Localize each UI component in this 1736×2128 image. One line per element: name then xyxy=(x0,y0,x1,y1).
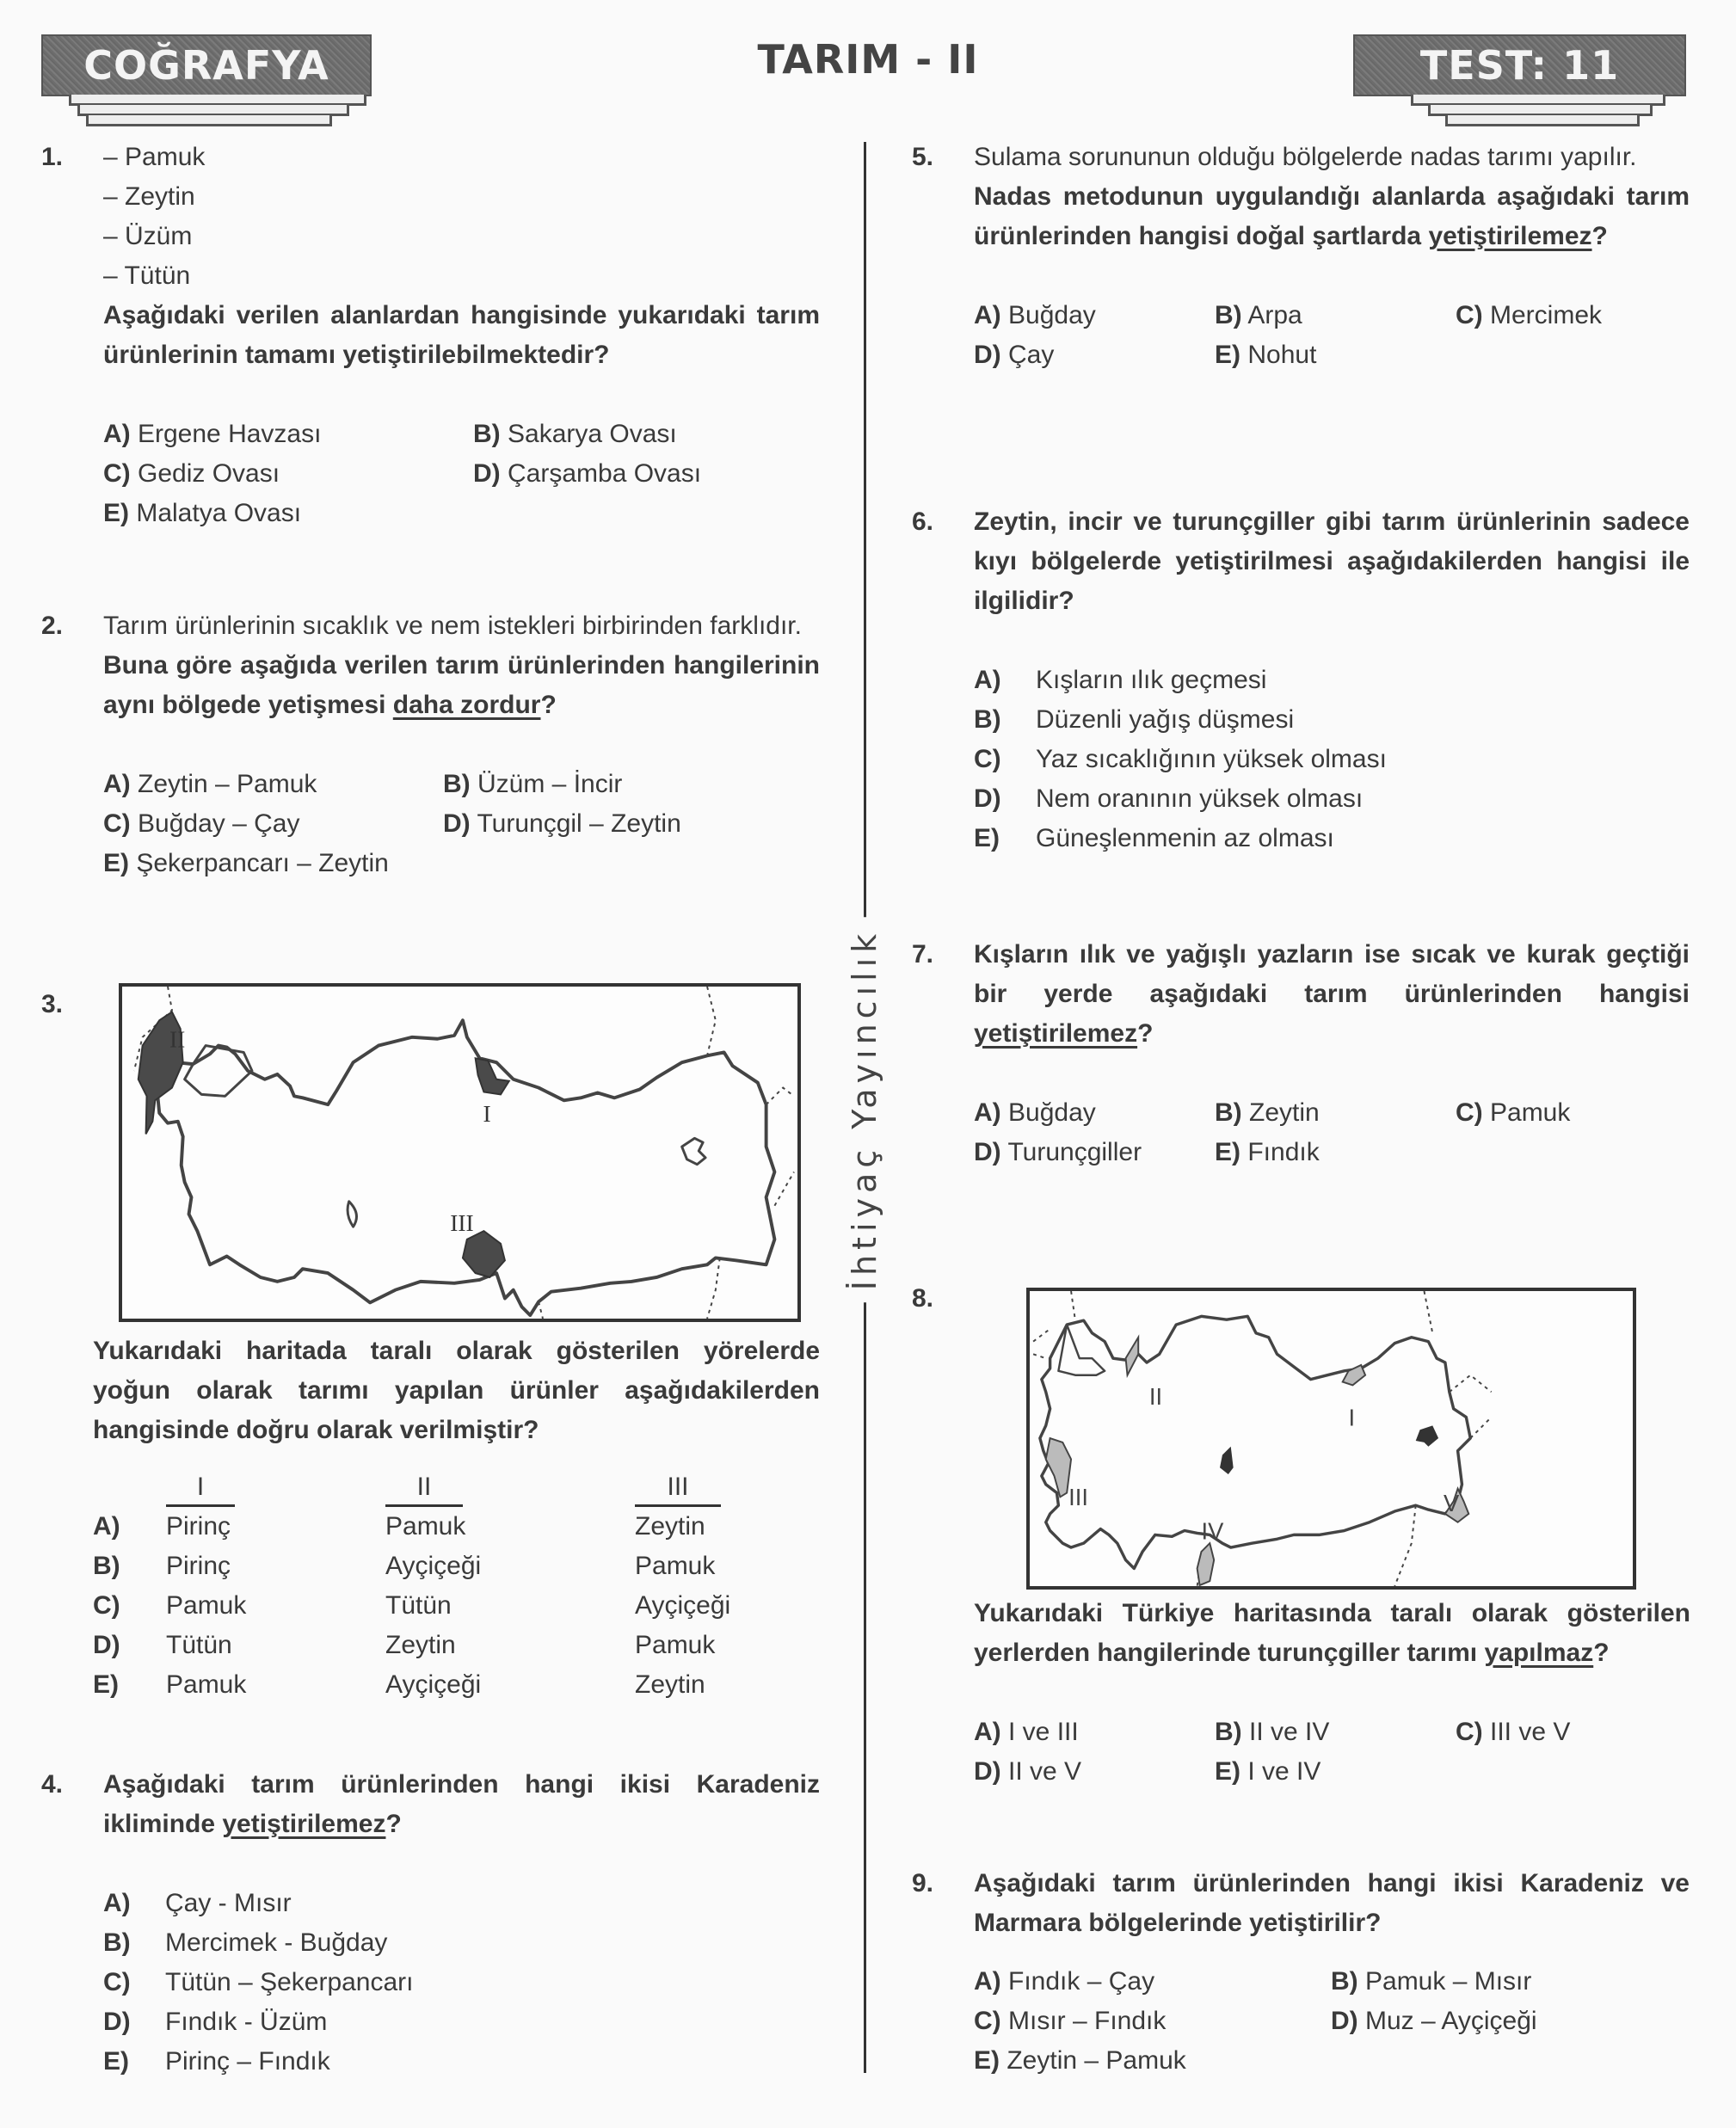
turkey-map-q8 xyxy=(1026,1288,1636,1590)
map-label-i: I xyxy=(1348,1404,1356,1431)
answer-options xyxy=(974,1713,1690,1792)
option-a[interactable]: A) Ergene Havzası xyxy=(103,420,322,448)
option-b[interactable]: B) Üzüm – İncir xyxy=(443,770,623,798)
question-number: 1. xyxy=(41,143,64,171)
emphasis-underline: yapılmaz xyxy=(1484,1639,1594,1667)
table-row[interactable]: D) Tütün Zeytin Pamuk xyxy=(93,1631,716,1659)
option-b[interactable]: B) Zeytin xyxy=(1215,1098,1320,1127)
question-3-text xyxy=(93,1332,820,1705)
emphasis-underline: yetiştirilemez xyxy=(1428,222,1592,250)
answer-options xyxy=(974,661,1690,858)
map-label-iii: III xyxy=(1068,1484,1088,1511)
answer-table xyxy=(93,1467,730,1705)
option-b[interactable]: B) Pamuk – Mısır xyxy=(1331,1967,1532,1996)
option-d[interactable]: D) Muz – Ayçiçeği xyxy=(1331,2007,1537,2035)
answer-options xyxy=(974,1093,1690,1172)
option-d[interactable]: D) Turunçgil – Zeytin xyxy=(443,809,681,838)
shaded-regions xyxy=(139,1012,509,1277)
question-number: 9. xyxy=(912,1869,934,1897)
table-row[interactable]: A) Pirinç Pamuk Zeytin xyxy=(93,1512,705,1541)
option-b[interactable]: B) II ve IV xyxy=(1215,1718,1330,1746)
column-header-i: I xyxy=(166,1470,235,1507)
table-header-row xyxy=(93,1467,730,1507)
option-d[interactable]: D) Çarşamba Ovası xyxy=(473,459,702,488)
question-number: 8. xyxy=(912,1284,934,1313)
option-a[interactable]: A) Fındık – Çay xyxy=(974,1967,1155,1996)
column-divider-bottom xyxy=(864,1299,866,2073)
subject-label: COĞRAFYA xyxy=(83,42,329,89)
table-row[interactable]: E) Pamuk Ayçiçeği Zeytin xyxy=(93,1670,705,1699)
option-a[interactable]: A) Buğday xyxy=(974,301,1096,329)
option-b[interactable]: B) Mercimek - Buğday xyxy=(103,1928,388,1957)
option-c[interactable]: C) Mercimek xyxy=(1456,301,1603,329)
test-banner xyxy=(1353,34,1686,96)
answer-options xyxy=(103,765,820,883)
question-stem: Aşağıdaki tarım ürünlerinden hangi ikisi Karadeniz ve Marmara bölgelerinde yetiştirilir? xyxy=(974,1869,1690,1937)
option-e[interactable]: E) Fındık xyxy=(1215,1138,1320,1166)
option-b[interactable]: B) Sakarya Ovası xyxy=(473,420,677,448)
list-item: – Üzüm xyxy=(103,222,193,250)
answer-options xyxy=(974,1962,1690,2081)
list-item: – Pamuk xyxy=(103,143,206,171)
map-label-iii: III xyxy=(450,1210,474,1237)
shaded-regions-light xyxy=(1046,1338,1469,1585)
answer-options xyxy=(974,296,1690,375)
option-c[interactable]: C) Gediz Ovası xyxy=(103,459,280,488)
option-e[interactable]: E) Pirinç – Fındık xyxy=(103,2047,330,2076)
option-e[interactable]: E) Nohut xyxy=(1215,341,1317,369)
map-label-v: V xyxy=(1443,1490,1460,1517)
page-title: TARIM - II xyxy=(757,36,979,83)
question-number: 5. xyxy=(912,143,934,171)
option-e[interactable]: E) Zeytin – Pamuk xyxy=(974,2046,1186,2075)
option-e[interactable]: E) I ve IV xyxy=(1215,1757,1321,1786)
turkey-outline-map xyxy=(1030,1291,1633,1586)
option-a[interactable]: A) Kışların ılık geçmesi xyxy=(974,666,1267,694)
test-label: TEST: 11 xyxy=(1419,42,1620,89)
option-b[interactable]: B) Arpa xyxy=(1215,301,1302,329)
question-stem: Yukarıdaki haritada taralı olarak gösterilen yörelerde yoğun olarak tarımı yapılan ürünler aşağıdakilerden hangisinde doğru olarak verilmiştir? xyxy=(93,1337,820,1444)
column-header-iii: III xyxy=(635,1470,721,1507)
question-stem: Aşağıdaki tarım ürünlerinden hangi ikisi Karadeniz ikliminde yetiştirilemez? xyxy=(103,1770,820,1838)
option-a[interactable]: A) I ve III xyxy=(974,1718,1079,1746)
question-stem: Kışların ılık ve yağışlı yazların ise sıcak ve kurak geçtiği bir yerde aşağıdaki tarım ürünlerinden hangisi yetiştirilemez? xyxy=(974,940,1690,1048)
table-row[interactable]: B) Pirinç Ayçiçeği Pamuk xyxy=(93,1552,716,1580)
list-item: – Zeytin xyxy=(103,182,195,211)
option-b[interactable]: B) Düzenli yağış düşmesi xyxy=(974,705,1295,734)
map-label-iv: IV xyxy=(1201,1517,1224,1545)
option-c[interactable]: C) Tütün – Şekerpancarı xyxy=(103,1968,414,1996)
question-number: 4. xyxy=(41,1770,64,1799)
question-intro: Sulama sorununun olduğu bölgelerde nadas tarımı yapılır. xyxy=(974,143,1637,171)
option-a[interactable]: A) Buğday xyxy=(974,1098,1096,1127)
publisher-watermark: İhtiyaç Yayıncılık xyxy=(846,917,883,1302)
option-a[interactable]: A) Zeytin – Pamuk xyxy=(103,770,317,798)
emphasis-underline: yetiştirilemez xyxy=(222,1810,386,1838)
question-stem: Aşağıdaki verilen alanlardan hangisinde yukarıdaki tarım ürünlerinin tamamı yetiştirilebilmektedir? xyxy=(103,301,820,369)
option-e[interactable]: E) Şekerpancarı – Zeytin xyxy=(103,849,389,877)
map-label-i: I xyxy=(483,1100,491,1127)
question-stem: Yukarıdaki Türkiye haritasında taralı olarak gösterilen yerlerden hangilerinde turunçgiller tarımı yapılmaz? xyxy=(974,1599,1690,1667)
option-c[interactable]: C) III ve V xyxy=(1456,1718,1571,1746)
option-d[interactable]: D) Turunçgiller xyxy=(974,1138,1142,1166)
item-list xyxy=(103,138,820,296)
option-d[interactable]: D) II ve V xyxy=(974,1757,1082,1786)
option-a[interactable]: A) Çay - Mısır xyxy=(103,1889,292,1917)
question-number: 6. xyxy=(912,507,934,536)
shaded-regions-dark xyxy=(1220,1425,1438,1474)
emphasis-underline: daha zordur xyxy=(392,691,541,719)
option-c[interactable]: C) Buğday – Çay xyxy=(103,809,300,838)
option-d[interactable]: D) Fındık - Üzüm xyxy=(103,2008,328,2036)
answer-options xyxy=(103,415,820,533)
option-c[interactable]: C) Mısır – Fındık xyxy=(974,2007,1167,2035)
question-intro: Tarım ürünlerinin sıcaklık ve nem istekleri birbirinden farklıdır. xyxy=(103,612,802,640)
question-stem: Nadas metodunun uygulandığı alanlarda aşağıdaki tarım ürünlerinden hangisi doğal şartlarda yetiştirilemez? xyxy=(974,182,1690,250)
column-header-ii: II xyxy=(385,1470,463,1507)
option-d[interactable]: D) Çay xyxy=(974,341,1055,369)
map-label-ii: II xyxy=(1148,1382,1163,1410)
option-d[interactable]: D) Nem oranının yüksek olması xyxy=(974,784,1364,813)
question-stem: Buna göre aşağıda verilen tarım ürünlerinden hangilerinin aynı bölgede yetişmesi daha zordur? xyxy=(103,651,820,719)
turkey-map-q3 xyxy=(119,983,801,1322)
question-number: 2. xyxy=(41,612,64,640)
emphasis-underline: yetiştirilemez xyxy=(974,1019,1138,1048)
option-e[interactable]: E) Güneşlenmenin az olması xyxy=(974,824,1334,852)
question-8-text xyxy=(974,1594,1690,1792)
list-item: – Tütün xyxy=(103,261,191,290)
answer-options xyxy=(103,1884,820,2082)
question-stem: Zeytin, incir ve turunçgiller gibi tarım ürünlerinin sadece kıyı bölgelerde yetiştirilmesi aşağıdakilerden hangisi ile ilgilidir? xyxy=(974,507,1690,615)
map-label-ii: II xyxy=(169,1026,186,1053)
turkey-outline-map xyxy=(122,987,797,1319)
table-row[interactable]: C) Pamuk Tütün Ayçiçeği xyxy=(93,1591,731,1620)
question-number: 7. xyxy=(912,940,934,969)
column-divider-top xyxy=(864,142,866,920)
question-number: 3. xyxy=(41,990,64,1018)
option-c[interactable]: C) Yaz sıcaklığının yüksek olması xyxy=(974,745,1387,773)
option-c[interactable]: C) Pamuk xyxy=(1456,1098,1571,1127)
option-e[interactable]: E) Malatya Ovası xyxy=(103,499,302,527)
